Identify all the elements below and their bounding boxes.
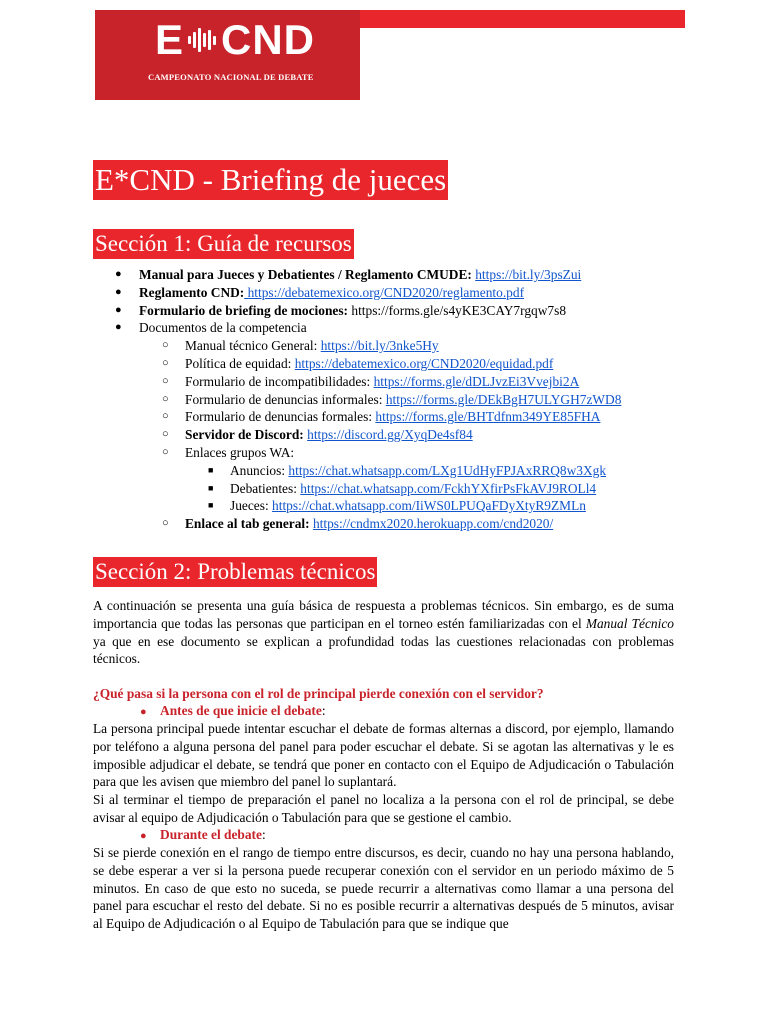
list-item <box>93 284 733 302</box>
intro-paragraph <box>93 597 674 668</box>
list-item <box>93 480 733 498</box>
bullet-icon: ● <box>140 706 147 718</box>
list-item <box>93 444 733 462</box>
item-label: Reglamento CND: <box>139 284 245 300</box>
list-item <box>93 462 733 480</box>
item-label: Enlaces grupos WA: <box>185 444 295 460</box>
circle-bullet-icon: ○ <box>162 517 169 530</box>
item-label: Formulario de denuncias formales: <box>185 409 373 425</box>
incompatibilidades-link[interactable]: https://forms.gle/dDLJvzEi3Vvejbi2A <box>373 373 580 389</box>
list-item <box>93 355 733 373</box>
item-label: Enlace al tab general: <box>185 516 310 532</box>
during-debate-item: ● Durante el debate: <box>140 827 266 842</box>
item-label: Política de equidad: <box>185 355 292 371</box>
circle-bullet-icon: ○ <box>162 428 169 441</box>
soundwave-icon <box>188 25 216 55</box>
circle-bullet-icon: ○ <box>162 339 169 352</box>
before-paragraph-1: La persona principal puede intentar escuchar el debate de formas alternas a discord, por ejemplo, llamando por teléfono a alguna persona del panel para poder escuchar el debate. Si se agotan las alternativas y le es imposible adjudicar el debate, se tendrá que poner en contacto con el Equipo de Adjudicación o Tabulación para que les avisen que miembro del panel lo suplantará. <box>93 721 674 790</box>
wa-debatientes-link[interactable]: https://chat.whatsapp.com/FckhYXfirPsFkAVJ9ROLl4 <box>300 480 597 496</box>
circle-bullet-icon: ○ <box>162 392 169 405</box>
bullet-icon: ● <box>115 285 122 298</box>
item-label: Formulario de denuncias informales: <box>185 391 383 407</box>
circle-bullet-icon: ○ <box>162 374 169 387</box>
list-item <box>93 337 733 355</box>
list-item <box>93 266 733 284</box>
bullet-icon: ● <box>140 830 147 842</box>
circle-bullet-icon: ○ <box>162 356 169 369</box>
intro-text: A continuación se presenta una guía básica de respuesta a problemas técnicos. Sin embargo, es de suma importancia que todas las personas que participan en el torneo estén familiarizadas con el <box>93 598 674 631</box>
section1-heading: Sección 1: Guía de recursos <box>93 229 354 259</box>
list-item <box>93 373 733 391</box>
cmude-link[interactable]: https://bit.ly/3psZui <box>475 267 582 282</box>
list-item <box>93 408 733 426</box>
during-debate-label: Durante el debate <box>160 827 262 842</box>
item-label: Documentos de la competencia <box>139 320 307 336</box>
item-label: Manual para Jueces y Debatientes / Reglamento CMUDE: <box>139 267 472 282</box>
intro-text: ya que en ese documento se explican a profundidad todas las cuestiones relacionadas con problemas técnicos. <box>93 633 674 667</box>
bullet-icon: ● <box>115 321 122 334</box>
item-label: Manual técnico General: <box>185 338 318 354</box>
list-item <box>93 515 733 533</box>
wa-anuncios-link[interactable]: https://chat.whatsapp.com/LXg1UdHyFPJAxRRQ8w3Xgk <box>288 462 607 478</box>
resource-list <box>93 266 733 533</box>
wa-jueces-link[interactable]: https://chat.whatsapp.com/IiWS0LPUQaFDyXtyR9ZMLn <box>272 498 586 514</box>
briefing-form-url: https://forms.gle/s4yKE3CAY7rgqw7s8 <box>351 302 567 318</box>
item-label: Formulario de briefing de mociones: <box>139 302 349 318</box>
logo-mark-left: E <box>155 16 185 63</box>
manual-tecnico-link[interactable]: https://bit.ly/3nke5Hy <box>320 338 439 354</box>
list-item <box>93 391 733 409</box>
before-paragraph-2: Si al terminar el tiempo de preparación el panel no localiza a la persona con el rol de principal, se debe avisar al equipo de Adjudicación o Tabulación para que se gestione el cambio. <box>93 792 674 825</box>
list-item <box>93 302 733 320</box>
during-paragraph: Si se pierde conexión en el rango de tiempo entre discursos, es decir, cuando no hay una persona hablando, se debe esperar a ver si la persona puede recuperar conexión con el servidor en un periodo máximo de 5 minutos. En caso de que esto no suceda, se puede recurrir a alternativas como llamar a una persona del panel para escuchar el resto del debate. Si no es posible recurrir a alternativas después de 5 minutos, avisar al Equipo de Adjudicación o al Equipo de Tabulación para que se indique que <box>93 845 674 932</box>
tab-link[interactable]: https://cndmx2020.herokuapp.com/cnd2020/ <box>312 516 554 532</box>
square-bullet-icon: ■ <box>208 482 214 493</box>
logo-mark-right: CND <box>221 16 316 63</box>
square-bullet-icon: ■ <box>208 500 214 511</box>
bullet-icon: ● <box>115 268 122 280</box>
list-item <box>93 426 733 444</box>
manual-tecnico-ref: Manual Técnico <box>585 615 674 631</box>
item-label: Servidor de Discord: <box>185 427 304 443</box>
discord-link[interactable]: https://discord.gg/XyqDe4sf84 <box>307 427 473 443</box>
equidad-link[interactable]: https://debatemexico.org/CND2020/equidad.pdf <box>294 355 554 371</box>
square-bullet-icon: ■ <box>208 464 214 475</box>
denuncias-formales-link[interactable]: https://forms.gle/BHTdfnm349YE85FHA <box>375 409 601 425</box>
item-label: Formulario de incompatibilidades: <box>185 373 371 389</box>
question-heading: ¿Qué pasa si la persona con el rol de principal pierde conexión con el servidor? <box>93 686 544 701</box>
logo <box>155 18 315 62</box>
circle-bullet-icon: ○ <box>162 445 169 458</box>
section2-heading: Sección 2: Problemas técnicos <box>93 557 377 587</box>
logo-subtitle: CAMPEONATO NACIONAL DE DEBATE <box>148 72 314 82</box>
reglamento-link[interactable]: https://debatemexico.org/CND2020/reglamento.pdf <box>244 284 525 300</box>
denuncias-informales-link[interactable]: https://forms.gle/DEkBgH7ULYGH7zWD8 <box>385 391 622 407</box>
bullet-icon: ● <box>115 303 122 316</box>
before-debate-item: ● Antes de que inicie el debate: <box>140 703 326 718</box>
item-label: Jueces: <box>230 498 269 514</box>
circle-bullet-icon: ○ <box>162 410 169 423</box>
page-title: E*CND - Briefing de jueces <box>93 160 448 200</box>
item-label: Anuncios: <box>230 462 286 478</box>
list-item <box>93 319 733 337</box>
before-debate-label: Antes de que inicie el debate <box>160 703 322 718</box>
list-item <box>93 497 733 515</box>
item-label: Debatientes: <box>230 480 297 496</box>
